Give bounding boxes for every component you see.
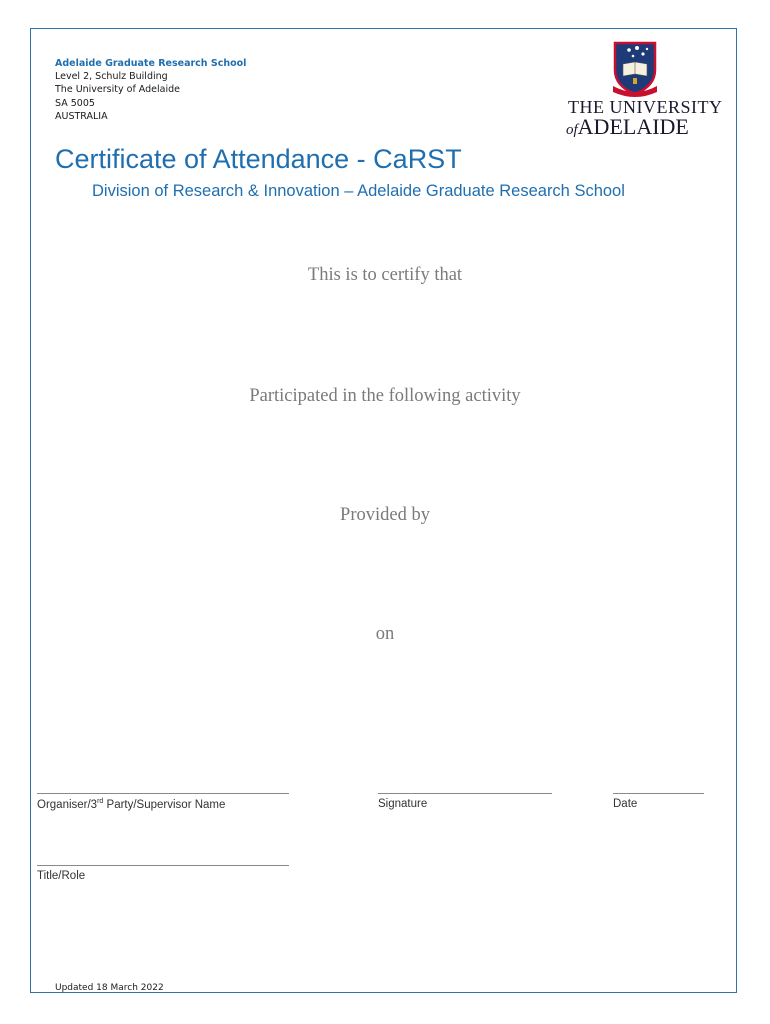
title-role-line: [37, 865, 289, 866]
title-role-label: Title/Role: [37, 870, 86, 882]
updated-date: Updated 18 March 2022: [55, 983, 164, 993]
certify-text: This is to certify that: [307, 265, 463, 285]
provided-by-text: Provided by: [340, 505, 430, 525]
university-name-line1: THE UNIVERSITY: [568, 97, 723, 117]
university-name-line2: [566, 114, 689, 140]
university-name-adelaide: ADELAIDE: [577, 114, 689, 139]
on-text: on: [375, 624, 395, 644]
address-block: [55, 57, 246, 123]
certificate-title: Certificate of Attendance - CaRST: [55, 144, 462, 174]
certificate-subtitle: Division of Research & Innovation – Adelaide Graduate Research School: [92, 182, 625, 200]
signature-line: [378, 793, 552, 794]
address-line: AUSTRALIA: [55, 110, 108, 122]
signature-label: Signature: [378, 798, 428, 810]
address-line: The University of Adelaide: [55, 84, 180, 96]
date-label: Date: [613, 798, 638, 810]
address-line: SA 5005: [55, 97, 95, 109]
date-line: [613, 793, 704, 794]
university-name-of: of: [566, 122, 578, 138]
organiser-label: Organiser/3rd Party/Supervisor Name: [37, 798, 226, 811]
address-line: Level 2, Schulz Building: [55, 71, 168, 83]
organiser-name-line: [37, 793, 289, 794]
participated-text: Participated in the following activity: [249, 386, 521, 406]
address-org: Adelaide Graduate Research School: [55, 58, 247, 69]
